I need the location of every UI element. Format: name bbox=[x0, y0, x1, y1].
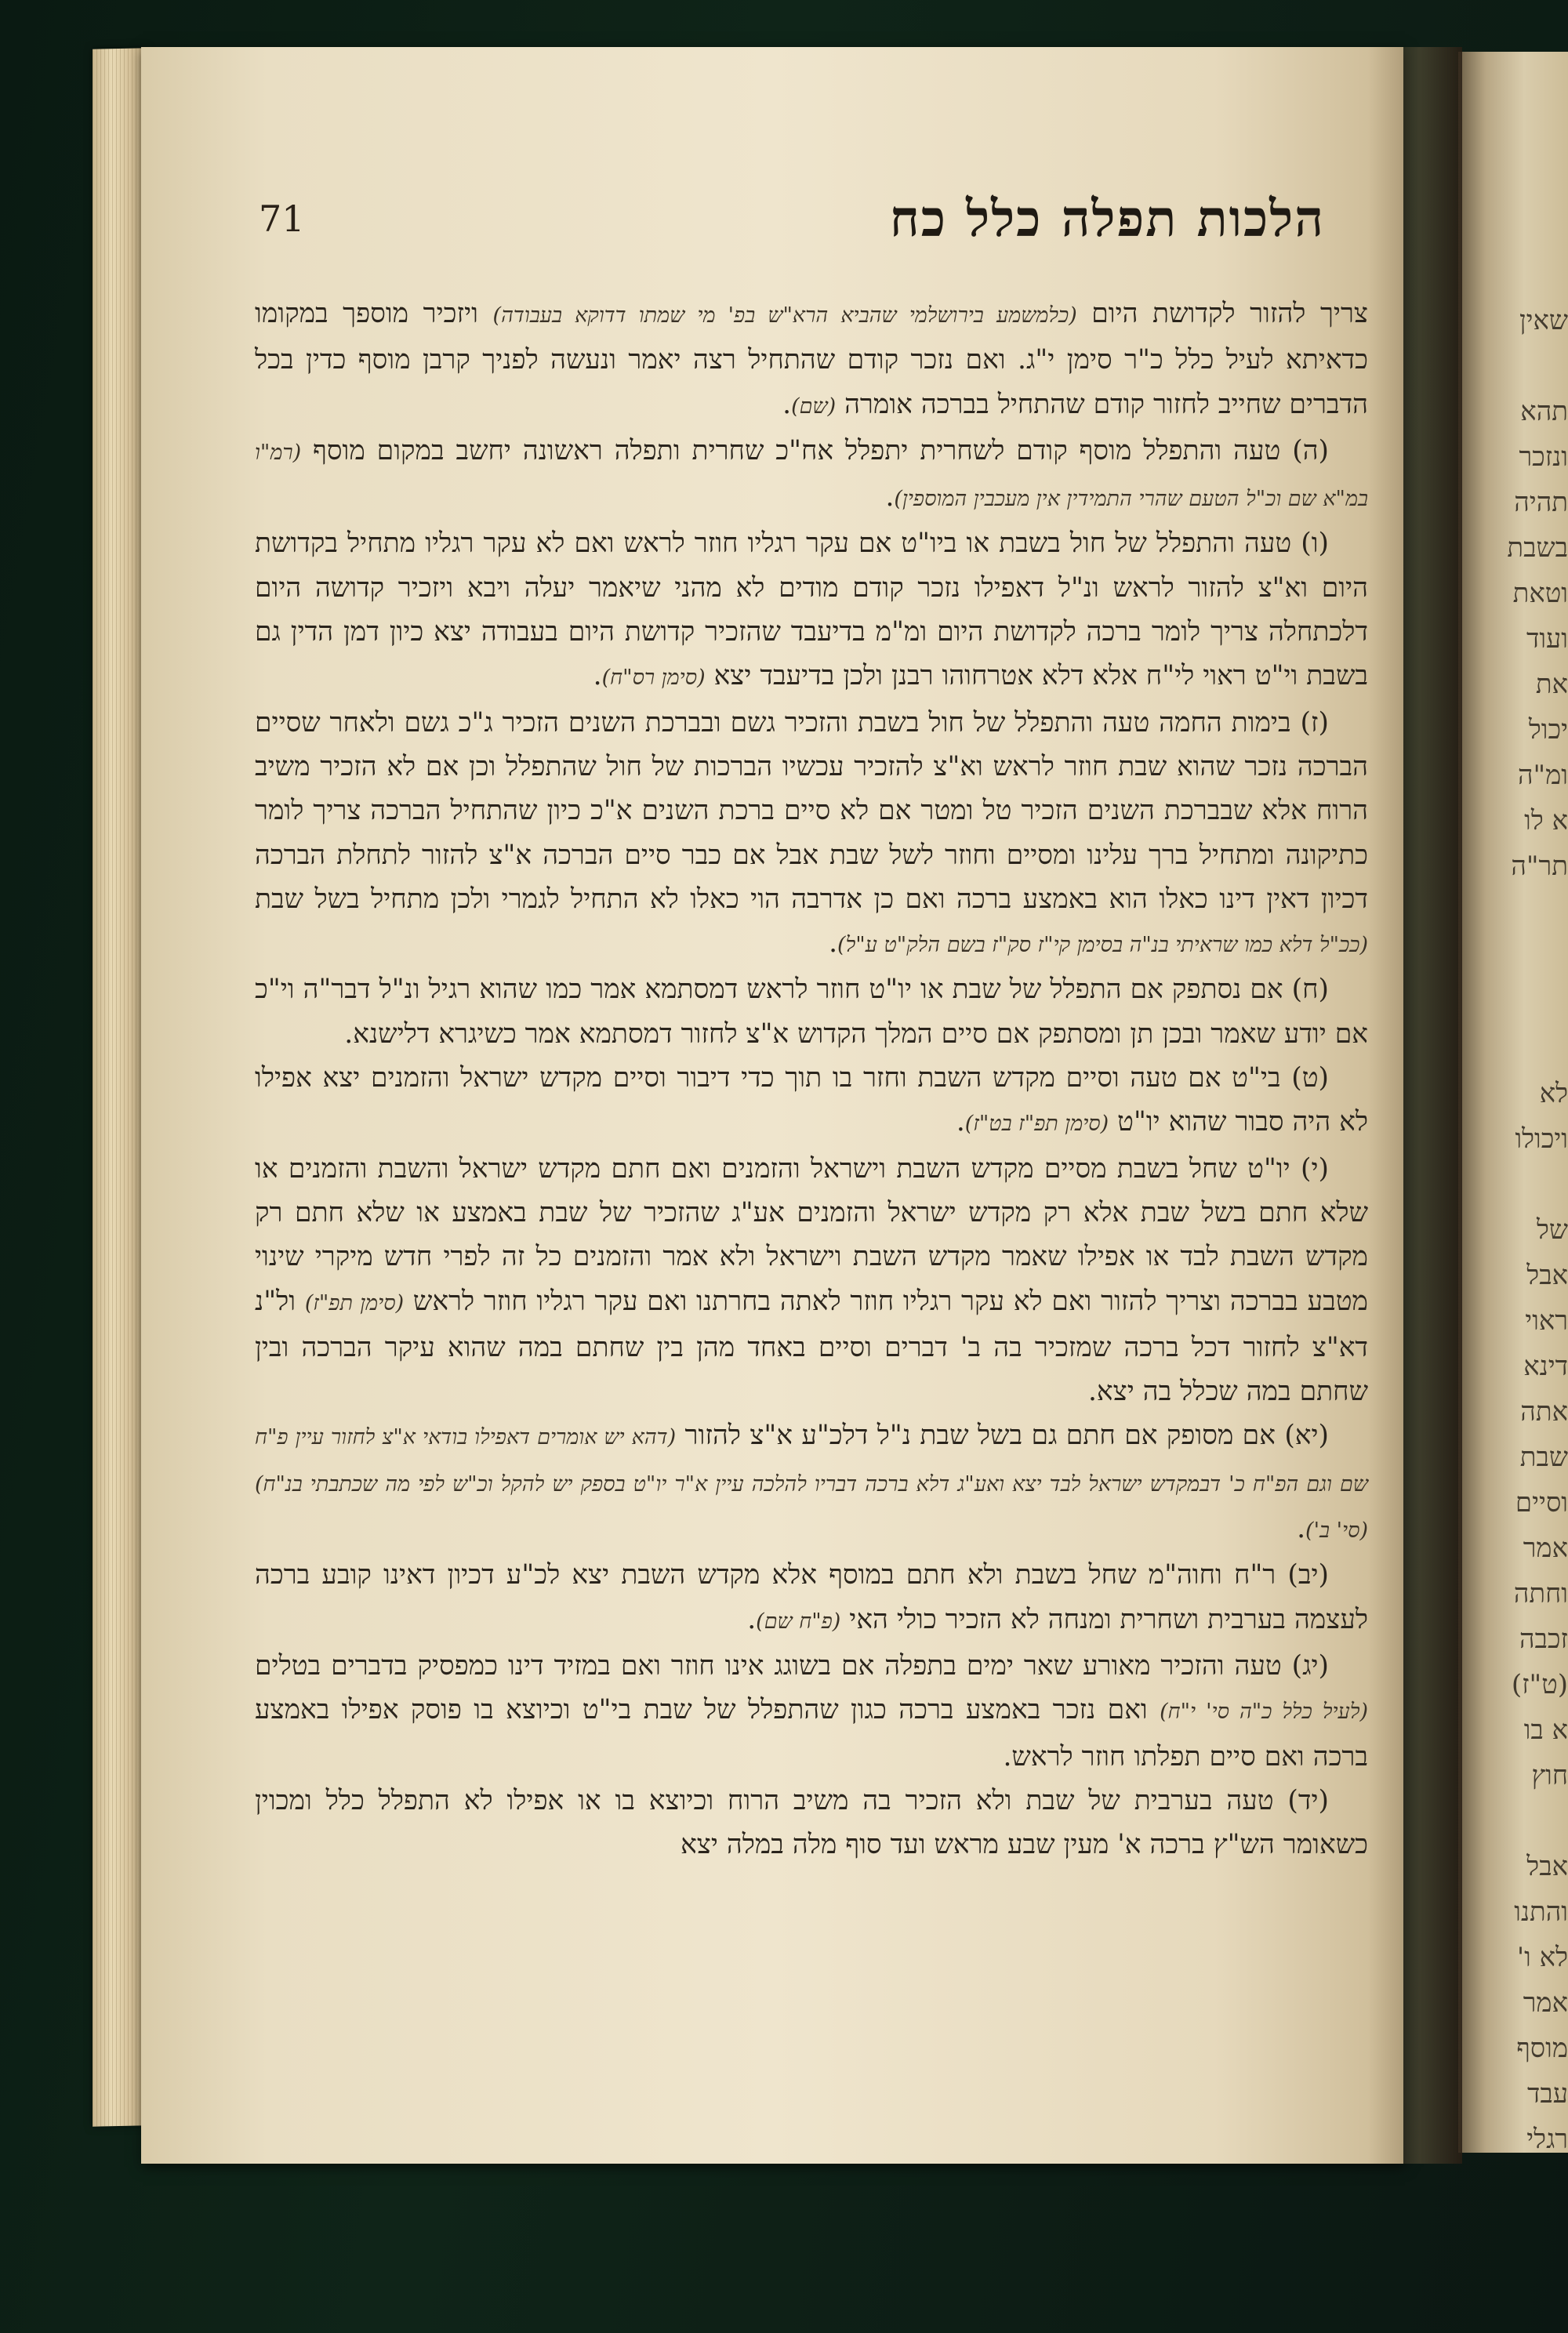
paragraph bbox=[255, 1644, 1368, 1779]
source-note: (רמ"ו במ"א שם וכ"ל הטעם שהרי התמידין אין מעכבין המוספין) bbox=[255, 440, 1368, 512]
paragraph bbox=[255, 521, 1368, 700]
next-page-fragment: של bbox=[1537, 1214, 1568, 1246]
next-page-fragment: ונזכר bbox=[1519, 441, 1568, 473]
next-page-fragment: וחתה bbox=[1513, 1578, 1568, 1609]
next-page-fragment: דינא bbox=[1523, 1351, 1568, 1382]
next-page-fragment: בשבת bbox=[1507, 532, 1568, 564]
next-page-fragment: תהיה bbox=[1514, 487, 1568, 518]
paragraph bbox=[255, 429, 1368, 522]
next-page-fragment: את bbox=[1535, 669, 1568, 700]
next-page-fragment: עבד bbox=[1527, 2078, 1568, 2110]
next-page-fragment: לא bbox=[1539, 1078, 1568, 1109]
body-text bbox=[255, 292, 1368, 1867]
source-note: (ככ"ל דלא כמו שראיתי בנ"ה בסימן קי"ז סק"ז בשם הלק"ט ע"ל) bbox=[837, 933, 1368, 958]
paragraph bbox=[255, 967, 1368, 1056]
next-page-fragment bbox=[1490, 1025, 1568, 1071]
paragraph-text: . bbox=[747, 1603, 757, 1635]
source-note: (פ"ח שם) bbox=[756, 1609, 841, 1634]
next-page-fragment: אמר bbox=[1523, 1533, 1568, 1564]
paragraph bbox=[255, 701, 1368, 968]
next-page-fragment: לא ו' bbox=[1516, 1942, 1568, 1973]
paragraph-text: . bbox=[885, 481, 895, 513]
next-page-fragment: (ט"ז) bbox=[1511, 1669, 1568, 1700]
page-number: 71 bbox=[259, 198, 305, 240]
next-page-fragment: אבל bbox=[1526, 1260, 1568, 1291]
next-page-fragment: תהא bbox=[1520, 396, 1568, 427]
next-page-fragment: רגלי bbox=[1526, 2124, 1568, 2155]
next-page-fragment bbox=[1490, 980, 1568, 1025]
paragraph-text: . bbox=[956, 1106, 965, 1138]
paragraph bbox=[255, 1553, 1368, 1644]
paragraph bbox=[255, 1413, 1368, 1553]
next-page-fragment: והתנו bbox=[1514, 1896, 1568, 1928]
paragraph-text: (י) יו"ט שחל בשבת מסיים מקדש השבת וישראל והזמנים ואם חתם מקדש ישראל והשבת והזמנים או שלא חתם בשל שבת אלא רק מקדש ישראל והזמנים אע"ג שהזכיר של שבת באמצע או שלא חתם רק מקדש השבת לבד או אפילו שאמר מקדש השבת וישראל ולא אמר והזמנים כל זה לפרי חדש מיקרי שינוי מטבע בברכה וצריך להזור ואם לא עקר רגליו חוזר לאתה בחרתנו ואם עקר רגליו חוזר לראש bbox=[255, 1152, 1368, 1317]
next-page-fragment: וטאת bbox=[1512, 578, 1568, 609]
next-page-fragment bbox=[1490, 1798, 1568, 1844]
next-page-text-fragments bbox=[1490, 298, 1568, 2155]
source-note: (שם) bbox=[791, 394, 837, 419]
next-page-fragment: אתה bbox=[1520, 1396, 1568, 1428]
paragraph-text: (יג) טעה והזכיר מאורע שאר ימים בתפלה אם בשוגג אינו חוזר ואם במזיד דינו כמפסיק בדברים בטלים bbox=[255, 1649, 1329, 1682]
source-note: (סימן תפ"ז) bbox=[304, 1290, 405, 1315]
next-page-fragment: ועוד bbox=[1526, 623, 1568, 655]
next-page-fragment bbox=[1490, 889, 1568, 934]
next-page-fragment: ומ"ה bbox=[1517, 760, 1568, 791]
next-page-fragment: ראוי bbox=[1525, 1305, 1568, 1337]
paragraph-text: (ז) בימות החמה טעה והתפלל של חול בשבת והזכיר גשם ובברכת השנים הזכיר ג"כ גשם ולאחר שסיים הברכה נזכר שהוא שבת חוזר לראש וא"צ להזכיר עכשיו הברכות של חול שהתפלל וכן אם לא הזכיר משיב הרוח אלא שבברכת השנים הזכיר טל ומטר אם לא סיים ברכת השנים א"כ כיון שהתחיל הברכה צריך לומר כתיקונה ומתחיל ברך עלינו ומסיים וחוזר לשל שבת אבל אם כבר סיים הברכה א"צ להזור לתחלת הברכה דכיון דאין דינו כאלו הוא באמצע ברכה ואם כן אדרבה הוי כאלו לא התחיל לגמרי ולכן מתחיל בשל שבת bbox=[255, 706, 1368, 915]
running-title: הלכות תפלה כלל כח bbox=[889, 190, 1325, 249]
next-page-fragment bbox=[1490, 934, 1568, 980]
paragraph-text: ואם נזכר באמצע ברכה כגון שהתפלל של שבת בי"ט וכיוצא בו פוסק אפילו באמצע ברכה ואם סיים תפלתו חוזר לראש. bbox=[255, 1694, 1368, 1772]
paragraph-text: (ח) אם נסתפק אם התפלל של שבת או יו"ט חוזר לראש דמסתמא אמר כמו שהוא רגיל ונ"ל דבר"ה וי"כ אם יודע שאמר ובכן תן ומסתפק אם סיים המלך הקדוש א"צ לחזור דמסתמא אמר כשיגרא דלישנא. bbox=[255, 974, 1368, 1050]
book-page-stack-lines bbox=[93, 48, 147, 2126]
paragraph-text: . bbox=[829, 927, 838, 960]
next-page-fragment: שבת bbox=[1519, 1442, 1568, 1473]
next-page-fragment: מוסף bbox=[1516, 2033, 1568, 2064]
source-note: (סימן רס"ח) bbox=[601, 666, 706, 691]
source-note: (כלמשמע בירושלמי שהביא הרא"ש בפ' מי שמתו דדוקא בעבודה) bbox=[492, 303, 1077, 328]
next-page-fragment bbox=[1490, 1162, 1568, 1207]
paragraph-text: (ט) בי"ט אם טעה וסיים מקדש השבת וחזר בו תוך כדי דיבור וסיים מקדש ישראל והזמנים יצא אפילו לא היה סבור שהוא יו"ט bbox=[255, 1062, 1368, 1138]
source-note: (דהא יש אומרים דאפילו בודאי א"צ לחזור עיין פ"ח שם וגם הפ"ח כ' דבמקדש ישראל לבד יצא ואע"ג דלא ברכה דבריו להלכה עיין א"ר יו"ט בספק יש להקל וכ"ש לפי מה שכתבתי בנ"ח) bbox=[255, 1425, 1368, 1497]
next-page-fragment: חוץ bbox=[1531, 1760, 1568, 1791]
paragraph-text: ול"נ דא"צ לחזור דכל ברכה שמזכיר בה ב' דברים וסיים באחד מהן בין שחתם במה שהוא עיקר הברכה ובין שחתם במה שכלל בה יצא. bbox=[255, 1285, 1368, 1408]
next-page-fragment: וסיים bbox=[1515, 1487, 1568, 1518]
page-header bbox=[259, 190, 1372, 276]
paragraph bbox=[255, 1779, 1368, 1867]
paragraph-text: . bbox=[782, 388, 792, 420]
next-page-fragment: תר"ה bbox=[1511, 851, 1568, 882]
source-note: (סי' ב') bbox=[1305, 1518, 1368, 1544]
next-page-fragment: א לו bbox=[1524, 805, 1568, 836]
paragraph-text: (יד) טעה בערבית של שבת ולא הזכיר בה משיב הרוח וכיוצא בו או אפילו לא התפלל כלל ומכוין כשאומר הש"ץ ברכה א' מעין שבע מראש ועד סוף מלה במלה יצא bbox=[255, 1784, 1368, 1861]
next-page-fragment: אבל bbox=[1526, 1851, 1568, 1882]
paragraph-text: . bbox=[593, 660, 602, 692]
paragraph-text: צריך להזור לקדושת היום bbox=[1076, 298, 1368, 329]
next-page-fragment: א בו bbox=[1523, 1714, 1568, 1746]
paragraph-text: (יב) ר"ח וחוה"מ שחל בשבת ולא חתם במוסף אלא מקדש השבת יצא לכ"ע דכיון דאינו קובע ברכה לעצמה בערבית ושחרית ומנחה לא הזכיר כולי האי bbox=[255, 1559, 1368, 1635]
paragraph bbox=[255, 1147, 1368, 1414]
page-gutter-shadow bbox=[1368, 47, 1462, 2164]
paragraph-text: (יא) אם מסופק אם חתם גם בשל שבת נ"ל דלכ"ע א"צ להזור bbox=[676, 1420, 1329, 1452]
next-page-fragment: ויכולו bbox=[1515, 1123, 1568, 1155]
paragraph bbox=[255, 1056, 1368, 1147]
source-note: (סימן תפ"ז בט"ז) bbox=[964, 1112, 1109, 1137]
next-page-fragment: זכבה bbox=[1519, 1624, 1568, 1655]
paragraph bbox=[255, 292, 1368, 429]
paragraph-text: (ה) טעה והתפלל מוסף קודם לשחרית יתפלל אח"כ שחרית ותפלה ראשונה יחשב במקום מוסף bbox=[301, 434, 1329, 466]
paragraph-text: (ו) טעה והתפלל של חול בשבת או ביו"ט אם עקר רגליו חוזר לראש ואם לא עקר רגליו מתחיל בקדושת היום וא"צ להזור לראש ונ"ל דאפילו נזכר קודם מודים לא מהני שיאמר יעלה ויבא ויזכיר קדושה היום דלכתחלה צריך לומר ברכה לקדושת היום ומ"מ בדיעבד שהזכיר קדושת היום בעבודה יצא כיון דמן הדין גם בשבת וי"ט ראוי לי"ח אלא דלא אטרחוהו רבנן ולכן בדיעבד יצא bbox=[255, 528, 1368, 692]
paragraph-text: . bbox=[1297, 1513, 1306, 1545]
source-note: (לעיל כלל כ"ה סי' י"ח) bbox=[1160, 1700, 1368, 1725]
next-page-fragment: שאין bbox=[1519, 305, 1568, 336]
next-page-fragment: יכול bbox=[1528, 714, 1568, 746]
next-page-fragment: אמר bbox=[1523, 1987, 1568, 2019]
next-page-fragment bbox=[1490, 343, 1568, 389]
paragraph-text: ויזכיר מוספך במקומו כדאיתא לעיל כלל כ"ר סימן י"ג. ואם נזכר קודם שהתחיל רצה יאמר ונעשה לפניך קרבן מוסף כדין בכל הדברים שחייב לחזור קודם שהתחיל בברכה אומרה bbox=[255, 298, 1368, 420]
